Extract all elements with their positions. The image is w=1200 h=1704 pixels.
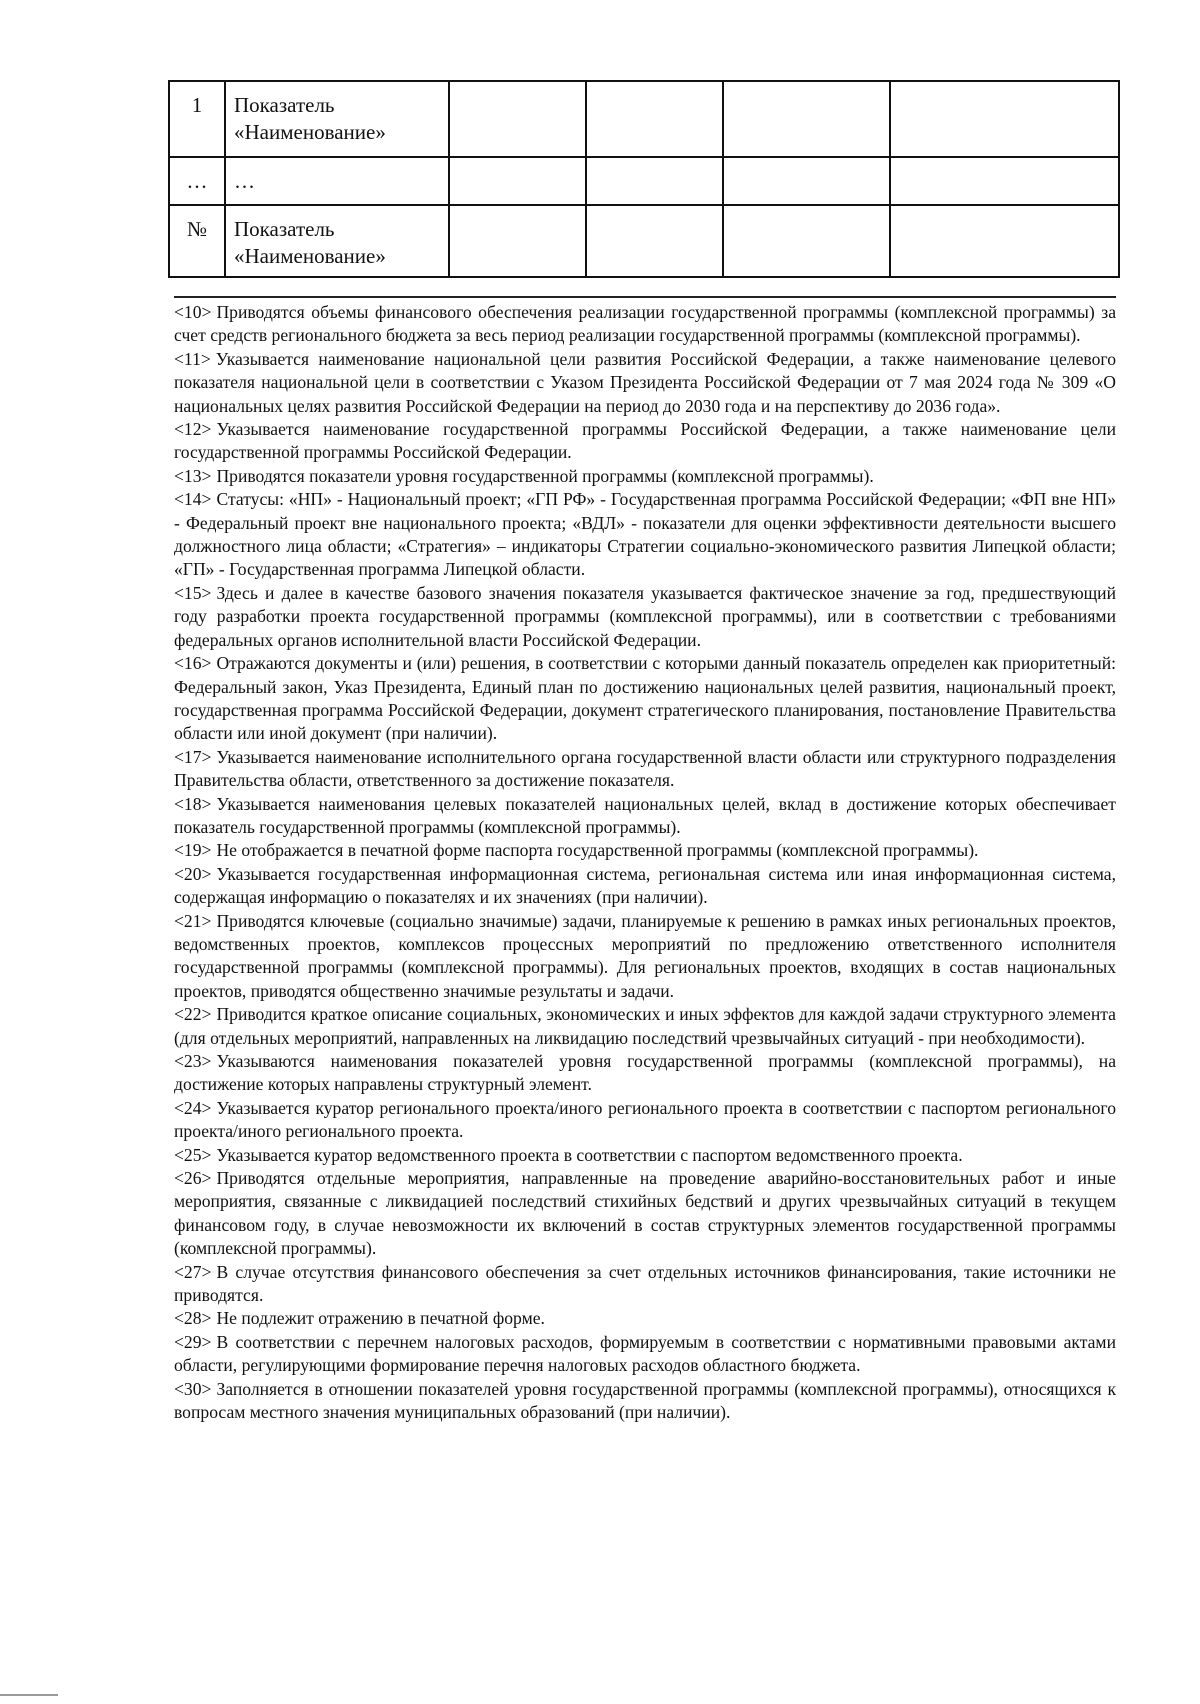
indicator-name: Показатель «Наименование»	[225, 81, 449, 157]
table-row	[169, 157, 1119, 205]
footnote-19: <19> Не отображается в печатной форме паспорта государственной программы (комплексной программы).	[174, 840, 979, 861]
footnote-11: <11> Указывается наименование национальной цели развития Российской Федерации, а также наименование целевого показателя национальной цели в соответствии с Указом Президента Российской Федерации от 7 мая 2024 года № 309 «О национальных целях развития Российской Федерации на период до 2030 года и на перспективу до 2036 года».	[174, 348, 1116, 416]
footnote-26: <26> Приводятся отдельные мероприятия, направленные на проведение аварийно-восстановительных работ и иные мероприятия, связанные с ликвидацией последствий стихийных бедствий и других чрезвычайных ситуаций в текущем финансовом году, в случае невозможности их включений в состав структурных элементов государственной программы (комплексной программы).	[174, 1168, 1116, 1259]
empty-cell	[449, 81, 586, 157]
footnote-30: <30> Заполняется в отношении показателей уровня государственной программы (комплексной программы), относящихся к вопросам местного значения муниципальных образований (при наличии).	[174, 1378, 1116, 1423]
table-row	[169, 205, 1119, 277]
empty-cell	[723, 81, 890, 157]
footnote-27: <27> В случае отсутствия финансового обеспечения за счет отдельных источников финансирования, такие источники не приводятся.	[174, 1261, 1116, 1306]
footnote-24: <24> Указывается куратор регионального проекта/иного регионального проекта в соответствии с паспортом регионального проекта/иного регионального проекта.	[174, 1097, 1116, 1142]
empty-cell	[723, 157, 890, 205]
row-number: …	[169, 157, 225, 205]
footnote-20: <20> Указывается государственная информационная система, региональная система или иная информационная система, содержащая информацию о показателях и их значениях (при наличии).	[174, 863, 1116, 908]
indicator-name: Показатель «Наименование»	[225, 205, 449, 277]
footnote-14: <14> Статусы: «НП» - Национальный проект; «ГП РФ» - Государственная программа Российской Федерации; «ФП вне НП» - Федеральный проект вне национального проекта; «ВДЛ» - показатели для оценки эффективности деятельности высшего должностного лица области; «Стратегия» – индикаторы Стратегии социально-экономического развития Липецкой области; «ГП» - Государственная программа Липецкой области.	[174, 489, 1116, 580]
empty-cell	[586, 157, 723, 205]
empty-cell	[449, 205, 586, 277]
footnote-21: <21> Приводятся ключевые (социально значимые) задачи, планируемые к решению в рамках иных региональных проектов, ведомственных проектов, комплексов процессных мероприятий по предложению ответственного исполнителя государственной программы (комплексной программы). Для региональных проектов, входящих в состав национальных проектов, приводятся общественно значимые результаты и задачи.	[174, 910, 1116, 1001]
footnote-25: <25> Указывается куратор ведомственного проекта в соответствии с паспортом ведомственного проекта.	[174, 1144, 963, 1165]
empty-cell	[449, 157, 586, 205]
footnote-22: <22> Приводится краткое описание социальных, экономических и иных эффектов для каждой задачи структурного элемента (для отдельных мероприятий, направленных на ликвидацию последствий чрезвычайных ситуаций - при необходимости).	[174, 1004, 1116, 1048]
scan-edge-mark	[0, 1694, 58, 1696]
footnote-separator	[174, 296, 1116, 298]
table-row	[169, 81, 1119, 157]
footnote-10: <10> Приводятся объемы финансового обеспечения реализации государственной программы (комплексной программы) за счет средств регионального бюджета за весь период реализации государственной программы (комплексной программы).	[174, 302, 1116, 346]
footnote-17: <17> Указывается наименование исполнительного органа государственной власти области или структурного подразделения Правительства области, ответственного за достижение показателя.	[174, 746, 1116, 791]
row-number: №	[169, 205, 225, 277]
footnote-12: <12> Указывается наименование государственной программы Российской Федерации, а также наименование цели государственной программы Российской Федерации.	[174, 419, 1116, 463]
indicators-table	[168, 80, 1120, 278]
empty-cell	[723, 205, 890, 277]
footnote-16: <16> Отражаются документы и (или) решения, в соответствии с которыми данный показатель определен как приоритетный: Федеральный закон, Указ Президента, Единый план по достижению национальных целей развития, национальный проект, государственная программа Российской Федерации, документ стратегического планирования, постановление Правительства области или иной документ (при наличии).	[174, 653, 1116, 744]
empty-cell	[890, 157, 1119, 205]
footnote-18: <18> Указывается наименования целевых показателей национальных целей, вклад в достижение которых обеспечивает показатель государственной программы (комплексной программы).	[174, 793, 1116, 837]
footnote-28: <28> Не подлежит отражению в печатной форме.	[174, 1308, 545, 1329]
footnote-29: <29> В соответствии с перечнем налоговых расходов, формируемым в соответствии с нормативными правовыми актами области, регулирующими формирование перечня налоговых расходов областного бюджета.	[174, 1331, 1116, 1376]
footnote-15: <15> Здесь и далее в качестве базового значения показателя указывается фактическое значение за год, предшествующий году разработки проекта государственной программы (комплексной программы), или в соответствии с требованиями федеральных органов исполнительной власти Российской Федерации.	[174, 582, 1116, 650]
empty-cell	[890, 81, 1119, 157]
indicator-name: …	[225, 157, 449, 205]
footnotes	[174, 301, 1116, 1425]
empty-cell	[586, 205, 723, 277]
empty-cell	[586, 81, 723, 157]
footnote-13: <13> Приводятся показатели уровня государственной программы (комплексной программы).	[174, 465, 874, 486]
empty-cell	[890, 205, 1119, 277]
row-number: 1	[169, 81, 225, 157]
footnote-23: <23> Указываются наименования показателей уровня государственной программы (комплексной программы), на достижение которых направлены структурный элемент.	[174, 1051, 1116, 1095]
